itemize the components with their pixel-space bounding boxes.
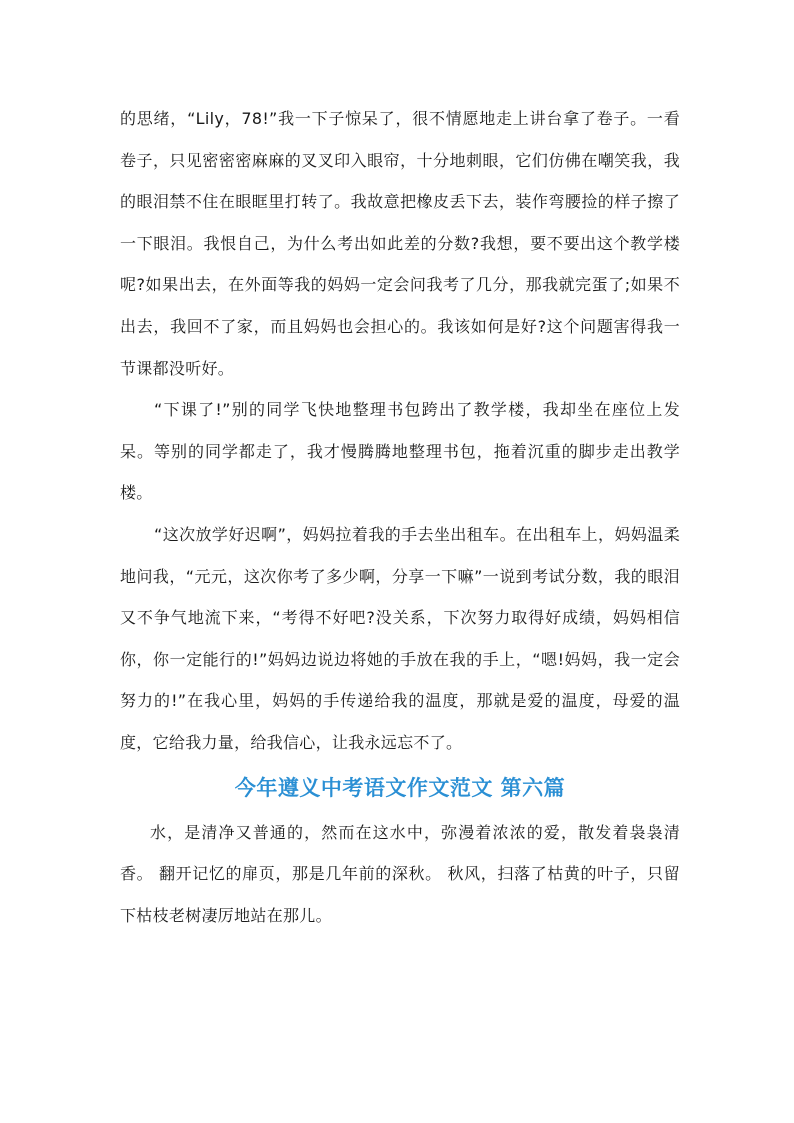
paragraph-class-dismissed: “下课了!”别的同学飞快地整理书包跨出了教学楼，我却坐在座位上发呆。等别的同学都走了，我才慢腾腾地整理书包，拖着沉重的脚步走出教学楼。: [120, 400, 680, 503]
section-heading: 今年遵义中考语文作文范文 第六篇: [234, 775, 566, 800]
paragraph-water-intro: 水，是清净又普通的，然而在这水中，弥漫着浓浓的爱，散发着袅袅清香。 翻开记忆的扉页，那是几年前的深秋。 秋风，扫落了枯黄的叶子，只留下枯枝老树凄厉地站在那儿。: [120, 822, 680, 925]
paragraph-mother-taxi: “这次放学好迟啊”，妈妈拉着我的手去坐出租车。在出租车上，妈妈温柔地问我，“元元，这次你考了多少啊，分享一下嘛”一说到考试分数，我的眼泪又不争气地流下来，“考得不好吧?没关系，下次努力取得好成绩，妈妈相信你，你一定能行的!”妈妈边说边将她的手放在我的手上，“嗯!妈妈，我一定会努力的!”在我心里，妈妈的手传递给我的温度，那就是爱的温度，母爱的温度，它给我力量，给我信心，让我永远忘不了。: [120, 524, 680, 752]
paragraph-continuation: 的思绪，“Lily，78!”我一下子惊呆了，很不情愿地走上讲台拿了卷子。一看卷子，只见密密密麻麻的叉叉印入眼帘，十分地刺眼，它们仿佛在嘲笑我，我的眼泪禁不住在眼眶里打转了。我故意把橡皮丢下去，装作弯腰捡的样子擦了一下眼泪。我恨自己，为什么考出如此差的分数?我想，要不要出这个教学楼呢?如果出去，在外面等我的妈妈一定会问我考了几分，那我就完蛋了;如果不出去，我回不了家，而且妈妈也会担心的。我该如何是好?这个问题害得我一节课都没听好。: [120, 109, 680, 378]
document-body: [120, 98, 680, 936]
